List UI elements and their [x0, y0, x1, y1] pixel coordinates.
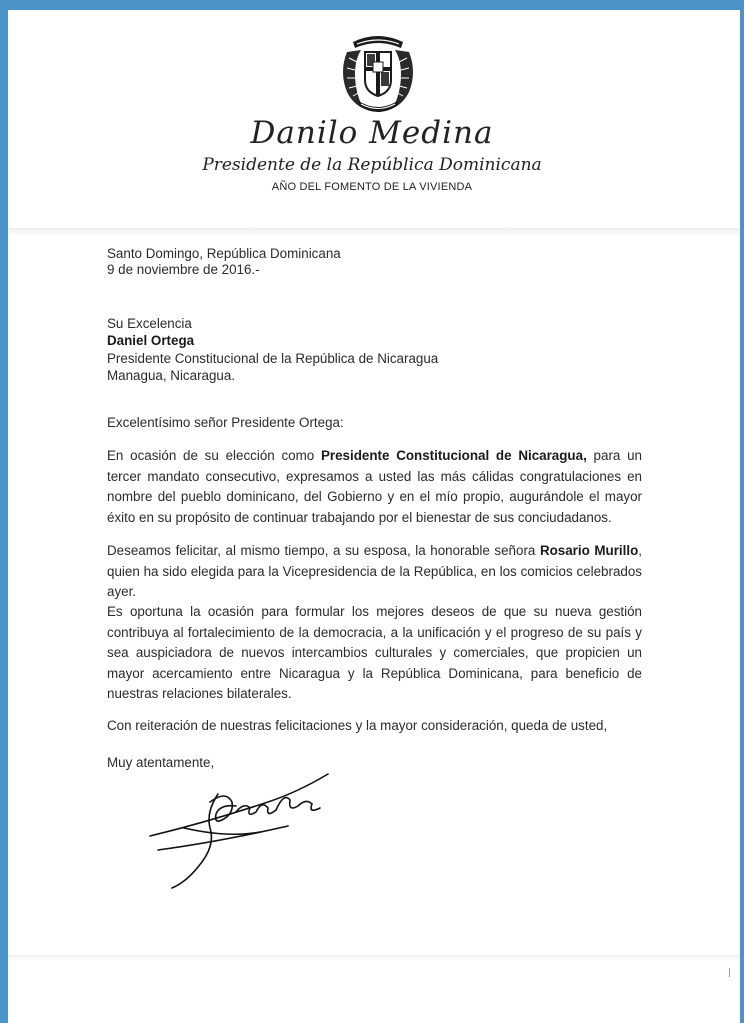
p1-text-c: para un tercer mandato consecutivo, expresamos a usted las más cálidas congratulaciones en nombre del pueblo dominicano, del Gobierno y en el mío propio, augurándole el mayor éxito en su propósito de continuar trabajando por el bienestar de sus conciudadanos.	[107, 448, 642, 525]
recipient-city: Managua, Nicaragua.	[107, 368, 236, 383]
salutation: Excelentísimo señor Presidente Ortega:	[107, 415, 344, 430]
p1-bold: Presidente Constitucional de Nicaragua,	[320, 448, 587, 463]
date-line: 9 de noviembre de 2016.-	[107, 262, 260, 277]
recipient-name: Daniel Ortega	[107, 333, 195, 348]
fold-line-bottom	[8, 955, 740, 961]
p2-bold: Rosario Murillo	[539, 543, 639, 558]
letterhead-name: Danilo Medina	[250, 115, 494, 151]
letterhead-subtitle: Presidente de la República Dominicana	[202, 155, 542, 175]
signature-icon	[148, 772, 333, 890]
year-motto: AÑO DEL FOMENTO DE LA VIVIENDA	[271, 181, 473, 193]
recipient-honorific: Su Excelencia	[107, 316, 192, 331]
paragraph-3: Es oportuna la ocasión para formular los mejores deseos de que su nueva gestión contribuya al fortalecimiento de la democracia, a la unificación y el progreso de su país y sea auspiciadora de nuevos intercambios culturales y comerciales, que propicien un mayor acercamiento entre Nicaragua y la República Dominicana, para beneficio de nuestras relaciones bilaterales.	[107, 604, 642, 701]
p2-text-a: Deseamos felicitar, al mismo tiempo, a su esposa, la honorable señora	[107, 543, 540, 558]
p2-text-c: , quien ha sido elegida para la Vicepresidencia de la República, en los comicios celebrados ayer.	[107, 543, 642, 599]
coat-of-arms-icon	[333, 28, 423, 116]
place-line: Santo Domingo, República Dominicana	[107, 246, 341, 261]
p1-text-a: En ocasión de su elección como	[107, 448, 321, 463]
fold-line	[8, 228, 740, 236]
paragraph-4: Con reiteración de nuestras felicitaciones y la mayor consideración, queda de usted,	[107, 718, 608, 733]
paragraph-1	[107, 446, 642, 528]
closing: Muy atentamente,	[107, 755, 215, 770]
recipient-title: Presidente Constitucional de la República de Nicaragua	[107, 351, 439, 366]
paragraph-2	[107, 541, 642, 603]
scan-mark	[729, 968, 730, 977]
